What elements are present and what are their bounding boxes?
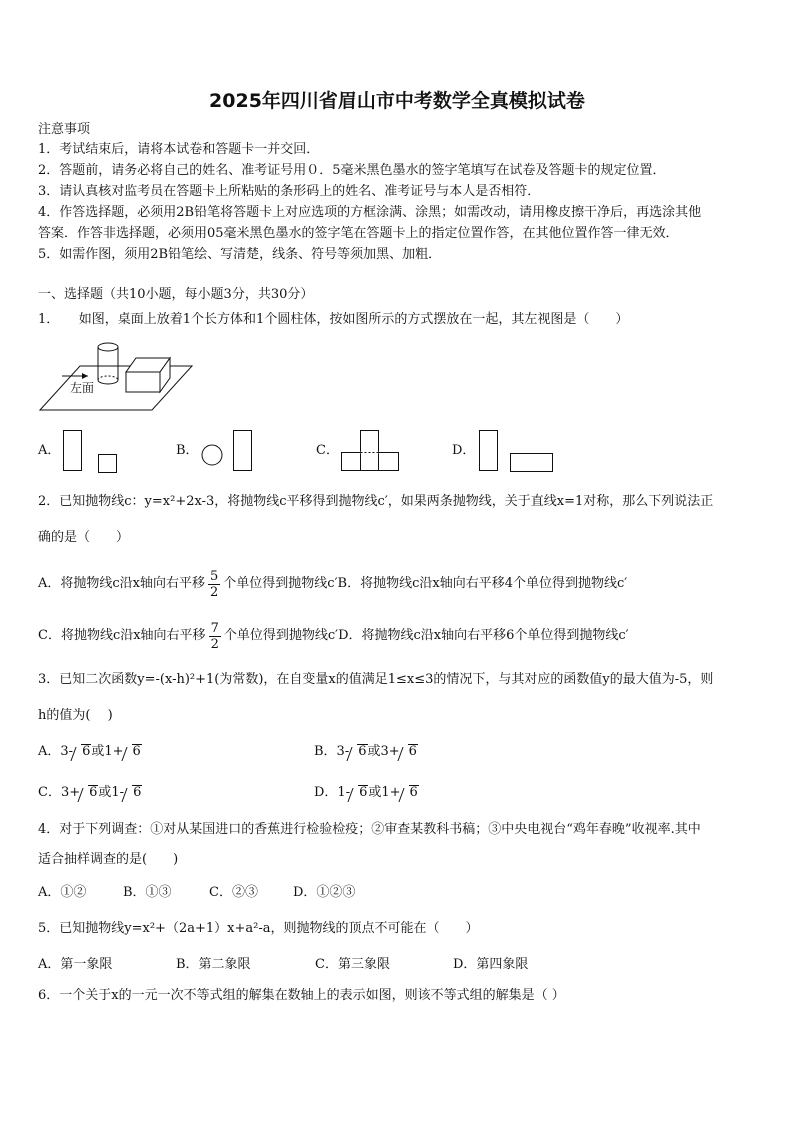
sqrt-6: 6 (82, 744, 91, 759)
q4-option-b: B．①③ (123, 885, 172, 900)
option-b-figure (200, 428, 260, 476)
q2-option-a-prefix: A．将抛物线c沿x轴向右平移 (38, 576, 206, 591)
question-4-line2: 适合抽样调查的是( ) (38, 852, 179, 867)
q4-option-a: A．①② (38, 885, 87, 900)
q3-option-a-part2: 或1+ (91, 744, 124, 759)
q3-option-a-part1: A．3- (38, 744, 74, 759)
q2-option-a-denominator: 2 (210, 584, 219, 600)
option-d: D． (452, 443, 476, 458)
q5-option-a: A．第一象限 (38, 957, 113, 972)
sqrt-6: 6 (409, 785, 418, 800)
q3-option-c (38, 785, 142, 801)
question-2-line1: 2．已知抛物线c：y=x²+2x-3，将抛物线c平移得到抛物线c′，如果两条抛物线，关于直线x=1对称，那么下列说法正 (38, 494, 714, 509)
question-2-option-cd (38, 618, 629, 654)
q2-option-c-suffix: 个单位得到抛物线c′D．将抛物线c沿x轴向右平移6个单位得到抛物线c′ (223, 628, 629, 643)
question-2-option-ab (38, 566, 627, 602)
q2-option-c-numerator: 7 (210, 620, 219, 636)
option-c: C． (316, 443, 339, 458)
q2-option-c-fraction (209, 621, 221, 652)
question-3-line2: h的值为( ) (38, 708, 113, 723)
q2-option-a-fraction (208, 569, 220, 600)
q3-option-b-part2: 或3+ (367, 744, 400, 759)
question-5-text: 5．已知抛物线y=x²+（2a+1）x+a²-a，则抛物线的顶点不可能在（ ） (38, 921, 479, 936)
option-a-figure (62, 428, 122, 476)
notice-item: 答案．作答非选择题，必须用05毫米黑色墨水的签字笔在答题卡上的指定位置作答，在其他位置作答一律无效． (38, 226, 679, 241)
q3-option-d (314, 785, 419, 801)
sqrt-6: 6 (89, 785, 98, 800)
question-2-line2: 确的是（ ） (38, 530, 130, 545)
q3-option-a (38, 744, 142, 760)
q3-option-c-part2: 或1- (98, 785, 125, 800)
q3-option-d-part2: 或1+ (368, 785, 401, 800)
q5-option-c: C．第三象限 (315, 957, 390, 972)
notice-item: 5．如需作图，须用2B铅笔绘、写清楚，线条、符号等须加黑、加粗． (38, 247, 442, 262)
q2-option-a-suffix: 个单位得到抛物线c′B．将抛物线c沿x轴向右平移4个单位得到抛物线c′ (223, 576, 628, 591)
q2-option-c-denominator: 2 (210, 636, 219, 652)
notice-item: 2．答题前，请务必将自己的姓名、准考证号用０．5毫米黑色墨水的签字笔填写在试卷及答题卡的规定位置． (38, 163, 666, 178)
option-a: A． (38, 443, 61, 458)
notice-item: 3．请认真核对监考员在答题卡上所粘贴的条形码上的姓名、准考证号与本人是否相符． (38, 184, 541, 199)
sqrt-6: 6 (408, 744, 417, 759)
q5-option-b: B．第二象限 (176, 957, 251, 972)
q2-option-a-numerator: 5 (210, 568, 219, 584)
option-b: B． (176, 443, 199, 458)
question-3-line1: 3．已知二次函数y=-(x-h)²+1(为常数)，在自变量x的值满足1≤x≤3的情况下，与其对应的函数值y的最大值为-5，则 (38, 672, 714, 687)
sqrt-6: 6 (359, 785, 368, 800)
q3-option-d-part1: D．1- (314, 785, 351, 800)
question-1-figure (36, 336, 196, 416)
q3-option-b (314, 744, 418, 760)
notice-item: 1．考试结束后，请将本试卷和答题卡一并交回． (38, 142, 320, 157)
q4-option-c: C．②③ (209, 885, 258, 900)
notice-heading: 注意事项 (38, 122, 91, 137)
q2-option-c-prefix: C．将抛物线c沿x轴向右平移 (38, 628, 206, 643)
sqrt-6: 6 (133, 785, 142, 800)
q5-option-d: D．第四象限 (453, 957, 529, 972)
sqrt-6: 6 (132, 744, 141, 759)
page-title: 2025年四川省眉山市中考数学全真模拟试卷 (209, 90, 585, 112)
question-6-text: 6．一个关于x的一元一次不等式组的解集在数轴上的表示如图，则该不等式组的解集是（ ） (38, 988, 565, 1003)
q4-option-d: D．①②③ (293, 885, 356, 900)
q3-option-b-part1: B．3- (314, 744, 350, 759)
notice-item: 4．作答选择题，必须用2B铅笔将答题卡上对应选项的方框涂满、涂黑；如需改动，请用橡皮擦干净后，再选涂其他 (38, 205, 702, 220)
sqrt-6: 6 (358, 744, 367, 759)
section-heading: 一、选择题（共10小题，每小题3分，共30分） (38, 287, 314, 302)
question-4-line1: 4．对于下列调查：①对从某国进口的香蕉进行检验检疫；②审查某教科书稿；③中央电视台“鸡年春晚”收视率.其中 (38, 822, 701, 837)
option-d-figure (476, 428, 558, 476)
figure-label: 左面 (70, 381, 95, 395)
q3-option-c-part1: C．3+ (38, 785, 81, 800)
question-1-text: 1． 如图，桌面上放着1个长方体和1个圆柱体，按如图所示的方式摆放在一起，其左视图是（ ） (38, 312, 629, 327)
option-c-figure (339, 428, 401, 476)
